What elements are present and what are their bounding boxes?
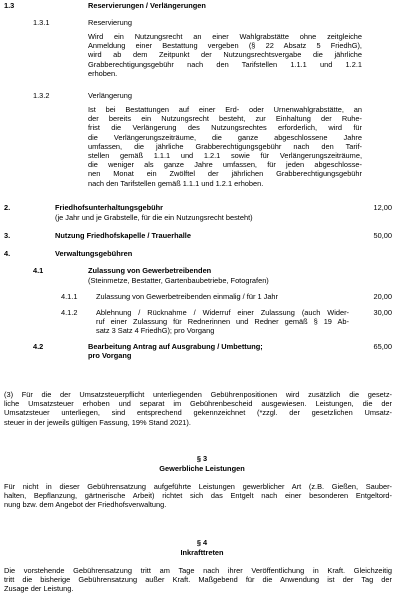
section-1-3-number: 1.3 — [4, 1, 15, 10]
section-2-subtitle: (je Jahr und je Grabstelle, für die ein Nutzungsrecht besteht) — [55, 213, 253, 222]
section-1-3-2-number: 1.3.2 — [33, 91, 50, 100]
body-line: Ist bei Bestattungen auf einer Erd- oder Urnenwahlgrabstätte, an — [88, 105, 362, 114]
paragraph-3-body — [4, 482, 392, 510]
body-line: die Verlängerungszeiträume, die ganze abgeschlossene Jahre — [88, 132, 362, 142]
note-paragraph-3 — [4, 390, 392, 427]
body-line: steuer in der jeweils gültigen Fassung, 19% Stand 2021). — [4, 417, 191, 427]
body-line: nach den Tarifstellen gemäß 1.1.1 und 1.2.1 erhoben. — [88, 178, 264, 188]
section-4-1-number: 4.1 — [33, 266, 44, 275]
paragraph-3-title: Gewerbliche Leistungen — [159, 464, 245, 473]
body-line: stellen gemäß 1.1.1 und 1.2.1 sowie für Verlängerungszeiträume, — [88, 151, 362, 161]
body-line: Wird ein Nutzungsrecht an einer Wahlgrabstätte ohne zeitgleiche — [88, 32, 362, 41]
section-1-3-title: Reservierungen / Verlängerungen — [88, 1, 206, 10]
body-line: Die vorstehende Gebührensatzung tritt am Tage nach ihrer Veröffentlichung in Kraft. Gleichzeitig — [4, 566, 392, 575]
section-4-1-1-text: Zulassung von Gewerbetreibenden einmalig / für 1 Jahr — [96, 292, 278, 301]
section-3-number: 3. — [4, 231, 11, 240]
section-4-1-subtitle: (Steinmetze, Bestatter, Gartenbaubetriebe, Fotografen) — [88, 276, 269, 285]
body-line: Umsatzsteuer unterliegen, sind entsprechend gekennzeichnet (*zzgl. der gesetzlichen Umsatz- — [4, 408, 392, 418]
body-line: der bereits ein Nutzungsrecht besteht, zur Einhaltung der Ruhe- — [88, 114, 362, 124]
section-4-1-2-number: 4.1.2 — [61, 308, 78, 317]
paragraph-4-title: Inkrafttreten — [180, 548, 224, 557]
body-line: nung bzw. dem Angebot der Friedhofsverwaltung. — [4, 500, 167, 510]
section-3-title: Nutzung Friedhofskapelle / Trauerhalle — [55, 231, 191, 240]
paragraph-4-body — [4, 566, 392, 594]
body-line: Anmeldung einer Bestattung vergeben (§ 22 Absatz 5 FriedhG), — [88, 41, 362, 51]
section-4-title: Verwaltungsgebühren — [55, 249, 133, 258]
body-line: liche Umsatzsteuer erhoben und separat im Gebührenbescheid ausgewiesen. Leistungen, die der — [4, 399, 392, 409]
section-2-amount: 12,00 — [373, 203, 392, 212]
body-line: umfassen, die jährliche Grabberechtigungsgebühr nach den Tarif- — [88, 141, 362, 151]
section-4-2-body — [88, 342, 263, 360]
body-line: nen Monat ein Zwölftel der jährlichen Grabberechtigungsgebühr — [88, 169, 362, 179]
section-4-2-amount: 65,00 — [373, 342, 392, 351]
section-4-1-1-number: 4.1.1 — [61, 292, 78, 301]
body-line: (3) Für die der Umsatzsteuerpflicht unterliegenden Gebührenpositionen wird zusätzlich die gesetz- — [4, 390, 392, 399]
section-4-number: 4. — [4, 249, 11, 258]
body-line: pro Vorgang — [88, 351, 132, 361]
section-2-number: 2. — [4, 203, 11, 212]
body-line: erhoben. — [88, 68, 118, 78]
section-1-3-1-body — [88, 32, 362, 78]
section-2-title: Friedhofsunterhaltungsgebühr — [55, 203, 163, 212]
section-1-3-2-title: Verlängerung — [88, 91, 132, 100]
body-line: wird ab dem Zeitpunkt der Nutzungsrechtsvergabe die jährliche — [88, 50, 362, 60]
body-line: halten, Bepflanzung, gärtnerische Arbeit) richtet sich das Entgelt nach einer besonderen Entgeltord- — [4, 491, 392, 501]
section-4-1-2-amount: 30,00 — [373, 308, 392, 317]
body-line: ruf einer Zulassung für Rednerinnen und Redner gemäß § 19 Ab- — [96, 317, 349, 327]
body-line: die weniger als ganze Jahre umfassen, für jeden abgeschlosse- — [88, 160, 362, 170]
section-3-amount: 50,00 — [373, 231, 392, 240]
body-line: Ablehnung / Rücknahme / Widerruf einer Zulassung (auch Wider- — [96, 308, 349, 317]
body-line: Grabberechtigungsgebühr nach den Tarifstellen 1.1.1 und 1.2.1 — [88, 59, 362, 69]
body-line: Für nicht in dieser Gebührensatzung aufgeführte Leistungen gewerblicher Art (z.B. Gießen, Sauber- — [4, 482, 392, 491]
paragraph-3-number: § 3 — [196, 454, 208, 463]
body-line: satz 3 Satz 4 FriedhG); pro Vorgang — [96, 326, 215, 336]
section-1-3-2-body — [88, 105, 362, 188]
body-line: frist die Verlängerung des Nutzungsrechtes erforderlich, wird für — [88, 123, 362, 133]
section-1-3-1-title: Reservierung — [88, 18, 132, 27]
section-4-1-2-body — [96, 308, 349, 336]
section-4-1-title: Zulassung von Gewerbetreibenden — [88, 266, 212, 275]
body-line: Zusage der Leistung. — [4, 584, 74, 594]
paragraph-4-number: § 4 — [196, 538, 208, 547]
body-line: tritt die bisherige Gebührensatzung außer Kraft. Maßgebend für die Anwendung ist der Tag der — [4, 575, 392, 585]
section-4-1-1-amount: 20,00 — [373, 292, 392, 301]
body-line: Bearbeitung Antrag auf Ausgrabung / Umbettung; — [88, 342, 263, 351]
section-4-2-number: 4.2 — [33, 342, 44, 351]
section-1-3-1-number: 1.3.1 — [33, 18, 50, 27]
